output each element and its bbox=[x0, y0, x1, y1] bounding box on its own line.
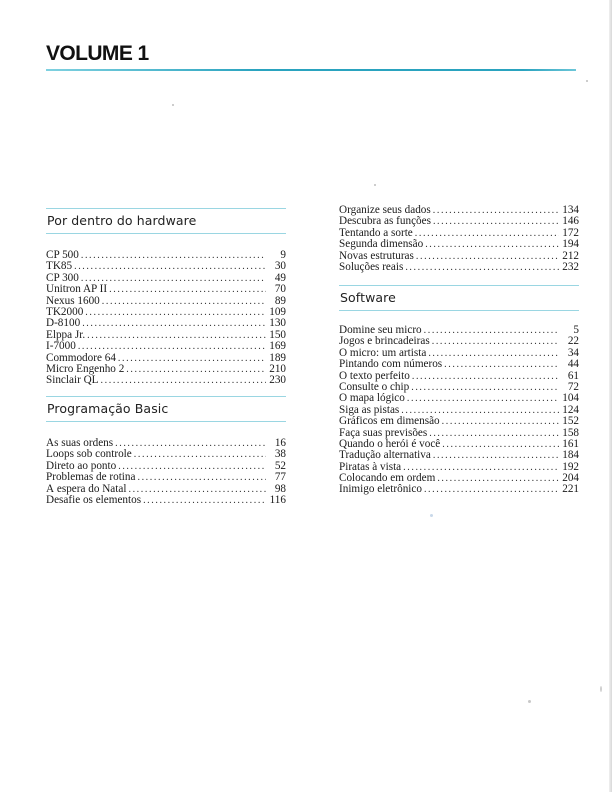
toc-list-basic-continued bbox=[339, 205, 579, 273]
toc-entry-title: Piratas à vista bbox=[339, 461, 402, 473]
scan-speck bbox=[430, 514, 433, 517]
scan-speck bbox=[528, 700, 531, 703]
dot-leader bbox=[109, 284, 266, 295]
toc-entry-title: I-7000 bbox=[46, 341, 76, 353]
toc-entry-title: Commodore 64 bbox=[46, 352, 116, 364]
toc-entry-page-number: 232 bbox=[562, 261, 579, 273]
toc-entry-page-number: 22 bbox=[567, 336, 579, 348]
scan-speck bbox=[374, 184, 376, 186]
toc-entry bbox=[46, 495, 286, 506]
toc-entry bbox=[46, 438, 286, 449]
dot-leader bbox=[424, 484, 559, 495]
dot-leader bbox=[416, 251, 559, 262]
toc-entry-title: TK2000 bbox=[46, 306, 84, 318]
toc-entry-page-number: 152 bbox=[562, 416, 579, 428]
toc-entry-title: Organize seus dados bbox=[339, 205, 431, 216]
toc-entry bbox=[339, 416, 579, 427]
dot-leader bbox=[74, 261, 266, 272]
toc-list-basic bbox=[46, 438, 286, 506]
toc-entry-title: Nexus 1600 bbox=[46, 295, 100, 307]
toc-entry-title: Tradução alternativa bbox=[339, 450, 431, 462]
toc-entry-page-number: 49 bbox=[274, 272, 286, 284]
toc-entry-title: Consulte o chip bbox=[339, 381, 410, 393]
toc-entry-title: Micro Engenho 2 bbox=[46, 363, 125, 375]
toc-entry-page-number: 210 bbox=[269, 363, 286, 375]
toc-entry bbox=[46, 284, 286, 295]
dot-leader bbox=[81, 273, 266, 284]
toc-entry-page-number: 189 bbox=[269, 352, 286, 364]
toc-entry-title: Descubra as funções bbox=[339, 216, 431, 228]
toc-entry bbox=[46, 318, 286, 329]
toc-entry-title: CP 500 bbox=[46, 250, 79, 261]
toc-entry bbox=[46, 341, 286, 352]
toc-entry-title: Tentando a sorte bbox=[339, 227, 413, 239]
toc-entry-title: Loops sob controle bbox=[46, 449, 132, 461]
toc-entry-page-number: 212 bbox=[562, 250, 579, 262]
toc-entry-page-number: 230 bbox=[269, 375, 286, 387]
toc-entry-title: Jogos e brincadeiras bbox=[339, 336, 430, 348]
toc-entry bbox=[339, 428, 579, 439]
toc-entry bbox=[46, 250, 286, 261]
toc-entry-title: Pintando com números bbox=[339, 359, 443, 371]
toc-entry bbox=[46, 273, 286, 284]
toc-entry-title: Novas estruturas bbox=[339, 250, 414, 262]
toc-entry bbox=[339, 228, 579, 239]
dot-leader bbox=[126, 364, 266, 375]
toc-entry-page-number: 169 bbox=[269, 341, 286, 353]
toc-entry bbox=[339, 473, 579, 484]
dot-leader bbox=[403, 462, 559, 473]
toc-entry-title: Unitron AP II bbox=[46, 284, 108, 296]
toc-entry-page-number: 34 bbox=[567, 347, 579, 359]
dot-leader bbox=[81, 250, 266, 261]
scan-speck bbox=[172, 104, 174, 106]
toc-entry bbox=[46, 330, 286, 341]
dot-leader bbox=[85, 307, 266, 318]
toc-entry bbox=[339, 462, 579, 473]
dot-leader bbox=[401, 405, 559, 416]
dot-leader bbox=[429, 428, 559, 439]
toc-entry-page-number: 161 bbox=[562, 438, 579, 450]
toc-entry-page-number: 52 bbox=[274, 460, 286, 472]
volume-title-rule bbox=[46, 69, 576, 71]
toc-entry bbox=[339, 371, 579, 382]
toc-entry-title: Siga as pistas bbox=[339, 404, 400, 416]
dot-leader bbox=[433, 216, 559, 227]
dot-leader bbox=[432, 336, 559, 347]
dot-leader bbox=[118, 461, 266, 472]
toc-entry bbox=[339, 393, 579, 404]
dot-leader bbox=[101, 375, 266, 386]
dot-leader bbox=[134, 449, 266, 460]
scan-speck bbox=[600, 686, 602, 692]
toc-entry-title: O texto perfeito bbox=[339, 370, 410, 382]
volume-title: VOLUME 1 bbox=[46, 42, 149, 65]
toc-entry-page-number: 104 bbox=[562, 393, 579, 405]
toc-entry-title: Sinclair QL bbox=[46, 375, 99, 387]
dot-leader bbox=[115, 438, 266, 449]
toc-entry-page-number: 192 bbox=[562, 461, 579, 473]
toc-entry bbox=[339, 239, 579, 250]
dot-leader bbox=[143, 495, 266, 506]
toc-entry-page-number: 77 bbox=[274, 472, 286, 484]
dot-leader bbox=[82, 318, 266, 329]
toc-list-software bbox=[339, 325, 579, 496]
toc-entry bbox=[339, 450, 579, 461]
toc-entry-title: TK85 bbox=[46, 261, 73, 273]
toc-entry bbox=[339, 251, 579, 262]
toc-entry-page-number: 150 bbox=[269, 329, 286, 341]
dot-leader bbox=[102, 296, 266, 307]
toc-entry-page-number: 38 bbox=[274, 449, 286, 461]
dot-leader bbox=[442, 416, 559, 427]
section-hardware bbox=[46, 208, 286, 387]
toc-entry bbox=[339, 382, 579, 393]
toc-entry-page-number: 158 bbox=[562, 427, 579, 439]
toc-entry-page-number: 16 bbox=[274, 438, 286, 449]
toc-entry bbox=[46, 484, 286, 495]
toc-entry bbox=[46, 472, 286, 483]
toc-entry bbox=[339, 216, 579, 227]
toc-entry bbox=[339, 325, 579, 336]
section-basic bbox=[46, 396, 286, 506]
toc-entry-title: Soluções reais bbox=[339, 261, 404, 273]
toc-entry-title: Domine seu micro bbox=[339, 325, 422, 336]
toc-entry-page-number: 124 bbox=[562, 404, 579, 416]
section-basic-continued bbox=[339, 205, 579, 273]
toc-entry bbox=[339, 205, 579, 216]
section-heading-hardware: Por dentro do hardware bbox=[46, 208, 286, 234]
toc-entry bbox=[46, 375, 286, 386]
toc-entry-title: Colocando em ordem bbox=[339, 473, 436, 485]
dot-leader bbox=[87, 330, 266, 341]
toc-entry-page-number: 221 bbox=[562, 484, 579, 496]
toc-entry-page-number: 89 bbox=[274, 295, 286, 307]
toc-entry-page-number: 61 bbox=[567, 370, 579, 382]
toc-entry-title: O mapa lógico bbox=[339, 393, 405, 405]
scan-speck bbox=[586, 80, 588, 82]
dot-leader bbox=[424, 325, 559, 336]
toc-entry bbox=[339, 348, 579, 359]
section-software bbox=[339, 285, 579, 496]
toc-entry-page-number: 98 bbox=[274, 483, 286, 495]
toc-entry-page-number: 146 bbox=[562, 216, 579, 228]
dot-leader bbox=[78, 341, 266, 352]
toc-entry-title: Problemas de rotina bbox=[46, 472, 136, 484]
dot-leader bbox=[118, 353, 266, 364]
dot-leader bbox=[442, 439, 559, 450]
toc-entry-title: Gráficos em dimensão bbox=[339, 416, 440, 428]
dot-leader bbox=[405, 262, 559, 273]
toc-entry bbox=[46, 461, 286, 472]
dot-leader bbox=[433, 450, 559, 461]
toc-list-hardware bbox=[46, 250, 286, 387]
dot-leader bbox=[437, 473, 559, 484]
section-heading-software: Software bbox=[339, 285, 579, 311]
toc-entry-page-number: 72 bbox=[567, 381, 579, 393]
section-heading-basic: Programação Basic bbox=[46, 396, 286, 422]
toc-entry-page-number: 172 bbox=[562, 227, 579, 239]
toc-entry-page-number: 5 bbox=[573, 325, 579, 336]
toc-entry-page-number: 30 bbox=[274, 261, 286, 273]
dot-leader bbox=[425, 239, 559, 250]
dot-leader bbox=[444, 359, 559, 370]
dot-leader bbox=[137, 472, 266, 483]
toc-entry-page-number: 194 bbox=[562, 239, 579, 251]
dot-leader bbox=[412, 371, 559, 382]
toc-entry-title: O micro: um artista bbox=[339, 347, 427, 359]
toc-entry-page-number: 130 bbox=[269, 318, 286, 330]
toc-entry-page-number: 184 bbox=[562, 450, 579, 462]
toc-entry-title: Faça suas previsões bbox=[339, 427, 428, 439]
toc-entry bbox=[339, 336, 579, 347]
toc-entry-title: D-8100 bbox=[46, 318, 81, 330]
toc-entry-title: Quando o herói é você bbox=[339, 438, 441, 450]
toc-entry bbox=[46, 307, 286, 318]
dot-leader bbox=[411, 382, 559, 393]
toc-entry bbox=[46, 449, 286, 460]
toc-entry bbox=[339, 439, 579, 450]
dot-leader bbox=[433, 205, 559, 216]
toc-entry-title: Às suas ordens bbox=[46, 438, 114, 449]
toc-entry-title: Inimigo eletrônico bbox=[339, 484, 422, 496]
toc-entry bbox=[46, 353, 286, 364]
toc-entry bbox=[46, 364, 286, 375]
dot-leader bbox=[407, 393, 559, 404]
toc-entry bbox=[339, 359, 579, 370]
toc-entry-page-number: 109 bbox=[269, 306, 286, 318]
toc-entry-title: CP 300 bbox=[46, 272, 79, 284]
toc-entry bbox=[339, 405, 579, 416]
dot-leader bbox=[428, 348, 559, 359]
toc-entry-page-number: 134 bbox=[562, 205, 579, 216]
toc-entry bbox=[339, 262, 579, 273]
toc-entry-page-number: 70 bbox=[274, 284, 286, 296]
toc-entry-title: À espera do Natal bbox=[46, 483, 127, 495]
toc-entry-title: Direto ao ponto bbox=[46, 460, 117, 472]
dot-leader bbox=[128, 484, 266, 495]
toc-entry bbox=[339, 484, 579, 495]
toc-entry-page-number: 44 bbox=[567, 359, 579, 371]
toc-entry-page-number: 9 bbox=[280, 250, 286, 261]
dot-leader bbox=[415, 228, 559, 239]
toc-entry-page-number: 204 bbox=[562, 473, 579, 485]
toc-entry-title: Segunda dimensão bbox=[339, 239, 424, 251]
toc-entry-title: Desafie os elementos bbox=[46, 494, 142, 506]
toc-entry bbox=[46, 296, 286, 307]
toc-entry-page-number: 116 bbox=[269, 494, 286, 506]
toc-entry-title: Elppa Jr. bbox=[46, 329, 86, 341]
toc-entry bbox=[46, 261, 286, 272]
